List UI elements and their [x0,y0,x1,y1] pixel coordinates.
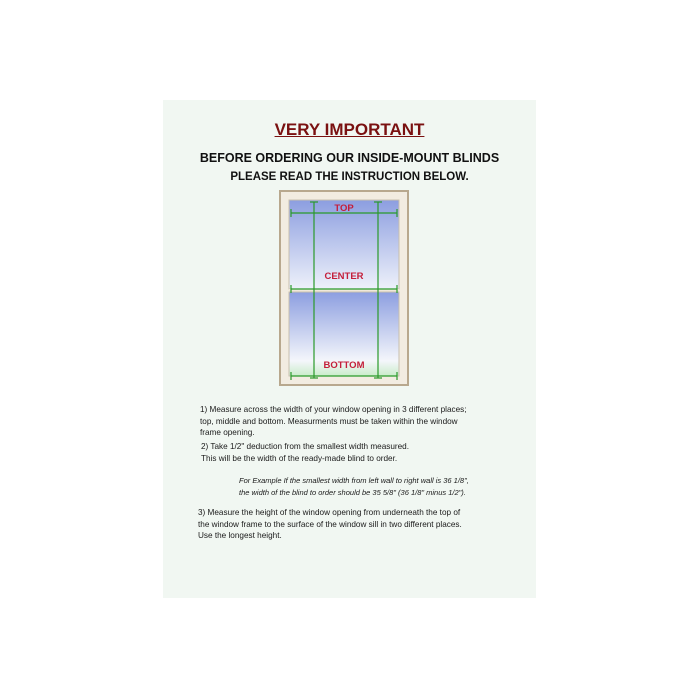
diagram-label-bottom: BOTTOM [323,360,365,371]
subtitle-read-instructions: PLEASE READ THE INSTRUCTION BELOW. [230,171,469,183]
instruction-sheet [163,100,536,598]
step-3-line-3: Use the longest height. [198,531,282,540]
instruction-step-3 [198,507,462,542]
instruction-step-1 [200,404,467,439]
step-1-line-3: frame opening. [200,428,255,437]
diagram-label-center: CENTER [324,271,364,282]
step-1-line-2: top, middle and bottom. Measurments must be taken within the window [200,416,458,426]
instruction-step-2 [201,441,409,464]
page-title: VERY IMPORTANT [274,120,425,139]
example-line-2: the width of the blind to order should be 35 5/8" (36 1/8" minus 1/2"). [239,488,466,497]
step-1-line-1: 1) Measure across the width of your window opening in 3 different places; [200,405,467,414]
example-note [239,475,469,499]
window-measurement-diagram [279,190,409,386]
example-line-1: For Example If the smallest width from left wall to right wall is 36 1/8", [239,476,469,485]
step-2-line-1: 2) Take 1/2" deduction from the smallest width measured. [201,442,410,451]
subtitle-ordering: BEFORE ORDERING OUR INSIDE-MOUNT BLINDS [199,151,500,165]
step-3-line-2: the window frame to the surface of the window sill in two different places. [198,519,462,529]
step-3-line-1: 3) Measure the height of the window opening from underneath the top of [198,508,461,517]
diagram-label-top: TOP [334,203,354,214]
step-2-line-2: This will be the width of the ready-made blind to order. [201,453,398,463]
window-frame [279,190,409,386]
